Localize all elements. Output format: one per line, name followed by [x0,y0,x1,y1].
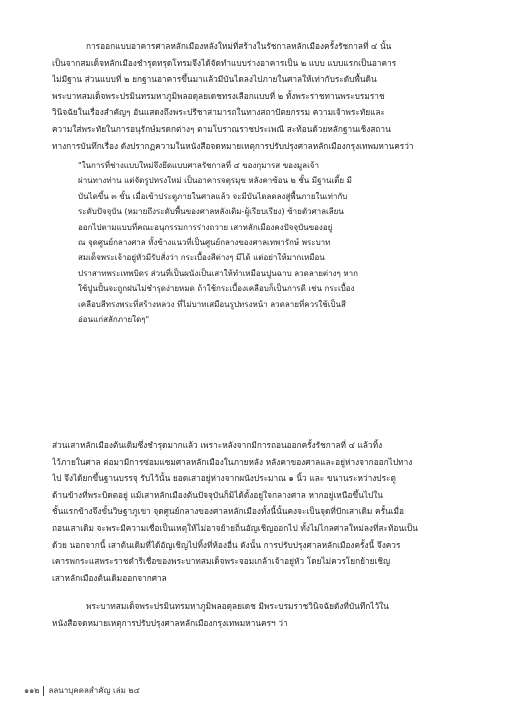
text-line: ความใส่พระทัยในการอนุรักษ์มรดกต่างๆ ตามโบราณราชประเพณี สะท้อนด้วยหลักฐานเชิงสถาน [52,123,391,134]
text-line: ไว้ภายในศาล ต่อมามีการซ่อมแซมศาลหลักเมืองในภายหลัง หลังคาของศาลและอยู่ห่างจากออกไปทาง [52,456,413,467]
text-line: เสาหลักเมืองต้นเดิมออกจากศาล [52,572,167,583]
text-line: ด้านข้างที่พระบิดตอยู่ แม้เสาหลักเมืองต้นปัจจุบันก็มิได้ตั้งอยู่ใจกลางศาล หากอยู่เหนือขึ้นไปใน [52,489,383,500]
text-line: เคารพกระแสพระราชดำริเชื่อของพระบาทสมเด็จพระจอมเกล้าเจ้าอยู่หัว โดยไม่ควรโยกย้ายเชิญ [52,556,391,567]
quotation-block [78,158,440,327]
text-line: หนังสือจดหมายเหตุการปรับปรุงศาลหลักเมืองกรุงเทพมหานครฯ ว่า [52,617,288,628]
footer-separator [43,686,44,696]
paragraph-3 [52,598,468,631]
text-line: ผ่านทางท่าน แต่จัดรูปทรงใหม่ เป็นอาคารจตุรมุข หลังคาซ้อน ๒ ชั้น มีฐานเตี้ย มี [78,176,352,186]
text-line: ด้วย นอกจากนี้ เสาต้นเดิมที่ได้อัญเชิญไปทิ้งที่ห้องอื่น ดังนั้น การปรับปรุงศาลหลักเมืองครั้งนี้ จึงควร [52,539,401,550]
text-line: ระดับปัจจุบัน (หมายถึงระดับพื้นของศาลหลังเดิม-ผู้เรียบเรียง) ซ้ายตัวศาลเลียน [78,207,344,217]
text-line: ถอนเสาเดิม จะพระมีความเชื่อเป็นเหตุให้ไม่อาจย้ายถิ่นอัญเชิญออกไป ทั้งไม่ไกลศาลใหม่ลงที่สะท้อนเป็น [52,522,418,533]
paragraph-2 [52,437,468,586]
page-footer [24,684,140,697]
text-line: ไป จึงได้ยกขึ้นฐานบรรจุ รับไว้นั้น ยอดเสาอยู่ห่างจากผนังประมาณ ๑ นิ้ว และ ขนานระหว่างประตู [52,473,396,484]
text-line: ส่วนเสาหลักเมืองต้นเดิมซึ่งชำรุดมากแล้ว เพราะหลังจากมีการถอนออกครั้งรัชกาลที่ ๔ แล้วทิ้ง [52,440,383,450]
text-line: ใช้ปูนปั้นจะถูกฝนไม่ชำรุดง่ายหมด ถ้าใช้กระเบื้องเคลือบก็เป็นการดี เช่น กระเบื้อง [78,284,355,294]
text-line: เป็นจากสมเด็จหลักเมืองชำรุดทรุดโทรมจึงได้จัดทำแบบร่างอาคารเป็น ๒ แบบ แบบแรกเป็นอาคาร [52,57,397,68]
text-line: บันไดขึ้น ๓ ขั้น เมื่อเข้าประตูภายในศาลแล้ว จะมีบันไดลดลงสู่พื้นภายในเท่ากับ [78,191,348,201]
text-line: ทางการบันทึกเรื่อง ดังปรากฏความในหนังสือจดหมายเหตุการปรับปรุงศาลหลักเมืองกรุงเทพมหานครว่า [52,140,414,151]
text-line: "ในการที่ช่างแบบใหม่จึงยึดแบบศาลรัชกาลที่ ๔ ของกุมารส ของมูลเจ้า [78,161,319,170]
publication-title: ลลนาบุคคลสำคัญ เล่ม ๒๔ [48,686,140,695]
text-line: สมเด็จพระเจ้าอยู่หัวมีรับสั่งว่า กระเบื้องสีต่างๆ มีได้ แต่อย่าให้มากเหมือน [78,253,325,263]
text-line: ณ จุดศูนย์กลางศาล ทั้งข้างแนวที่เป็นศูนย์กลางของศาลเทพารักษ์ พระบาท [78,238,331,248]
paragraph-1 [52,38,468,154]
text-line: ชั้นแรกข้างจึงขั้นวิษฐาภูเขา จุดศูนย์กลางของศาลหลักเมืองทั้งนี้นั้นคงจะเป็นจุดที่ปักเสาเดิม ครั้นเมื่อ [52,506,404,517]
text-line: ปราสาทพระเทพบิดร ส่วนที่เป็นผนังเป็นเสาให้ทำเหมือนปูนฉาบ ลวดลายต่างๆ หาก [78,268,358,278]
text-line: การออกแบบอาคารศาลหลักเมืองหลังใหม่ที่สร้างในรัชกาลหลักเมืองครั้งรัชกาลที่ ๔ นั้น [86,41,392,51]
text-line: อ่อนแก่สลักภายใดๆ" [78,315,150,325]
text-line: ออกไปตามแบบที่คณะอนุกรรมการร่างถวาย เสาหลักเมืองคงปัจจุบันของอยู่ [78,222,333,232]
text-line: ไม่มีฐาน ส่วนแบบที่ ๒ ยกฐานอาคารขึ้นมาแล้วมีบันไดลงไปภายในศาลให้เท่ากับระดับพื้นดิน [52,74,377,85]
text-line: พระบาทสมเด็จพระปรมินทรมหาภูมิพลอดุลยเดช มีพระบรมราชวินิจฉัยดังที่บันทึกไว้ใน [86,601,389,611]
text-line: เคลือบสีทรงพระที่สร้างหลวง ที่ไม่บาทเสมือนรูปทรงหน้า ลวดลายที่ควรใช้เป็นสี [78,299,346,309]
text-line: วินิจฉัยในเรื่องสำคัญๆ อันแสดงถึงพระปรีชาสามารถในทางสถาปัตยกรรม ความเจ้าพระทัยและ [52,107,385,118]
text-line: พระบาทสมเด็จพระปรมินทรมหาภูมิพลอดุลยเดชทรงเลือกแบบที่ ๒ ทั้งพระราชทานพระบรมราช [52,90,385,101]
page-number: ๑๑๒ [24,686,40,695]
